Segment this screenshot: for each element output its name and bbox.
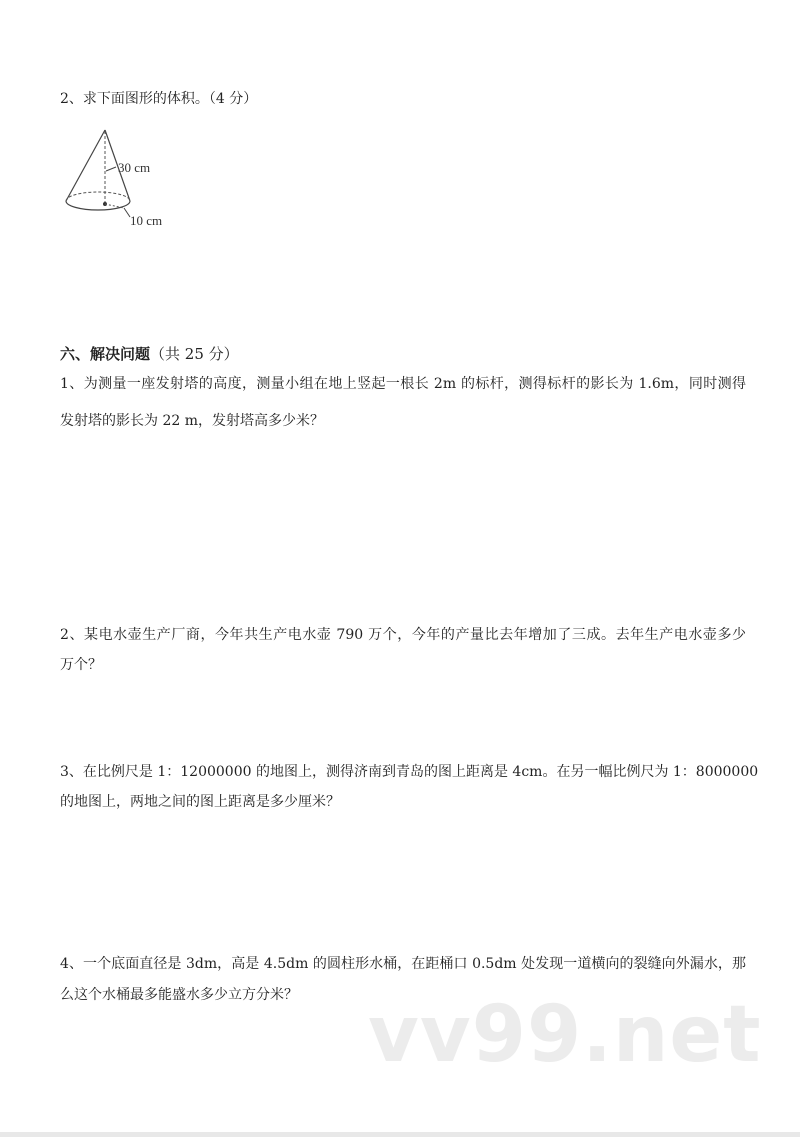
radius-label: 10 cm xyxy=(130,213,163,228)
question-title: 2、求下面图形的体积。（4 分） xyxy=(60,91,258,107)
problem-1-line-2: 发射塔的影长为 22 m，发射塔高多少米？ xyxy=(60,413,324,429)
problem-1-line-1: 1、为测量一座发射塔的高度，测量小组在地上竖起一根长 2m 的标杆，测得标杆的影长为 1.6m，同时测得 xyxy=(60,376,746,392)
problem-4-line-2: 么这个水桶最多能盛水多少立方分米？ xyxy=(60,987,298,1003)
cone-figure xyxy=(60,125,190,235)
watermark: vv99.net xyxy=(368,990,762,1080)
problem-2-line-1: 2、某电水壶生产厂商，今年共生产电水壶 790 万个，今年的产量比去年增加了三成。去年生产电水壶多少 xyxy=(60,627,746,643)
problem-4-line-1: 4、一个底面直径是 3dm，高是 4.5dm 的圆柱形水桶，在距桶口 0.5dm 处发现一道横向的裂缝向外漏水，那 xyxy=(60,956,746,972)
section-heading xyxy=(60,345,239,363)
problem-3-line-2: 的地图上，两地之间的图上距离是多少厘米？ xyxy=(60,794,340,810)
section-points: （共 25 分） xyxy=(150,345,239,363)
page-bottom-edge xyxy=(0,1132,800,1137)
problem-2-line-2: 万个？ xyxy=(60,657,102,673)
height-label: 30 cm xyxy=(118,160,151,175)
problem-3-line-1: 3、在比例尺是 1：12000000 的地图上，测得济南到青岛的图上距离是 4cm。在另一幅比例尺为 1：8000000 xyxy=(60,764,759,780)
section-title: 六、解决问题 xyxy=(60,345,151,363)
